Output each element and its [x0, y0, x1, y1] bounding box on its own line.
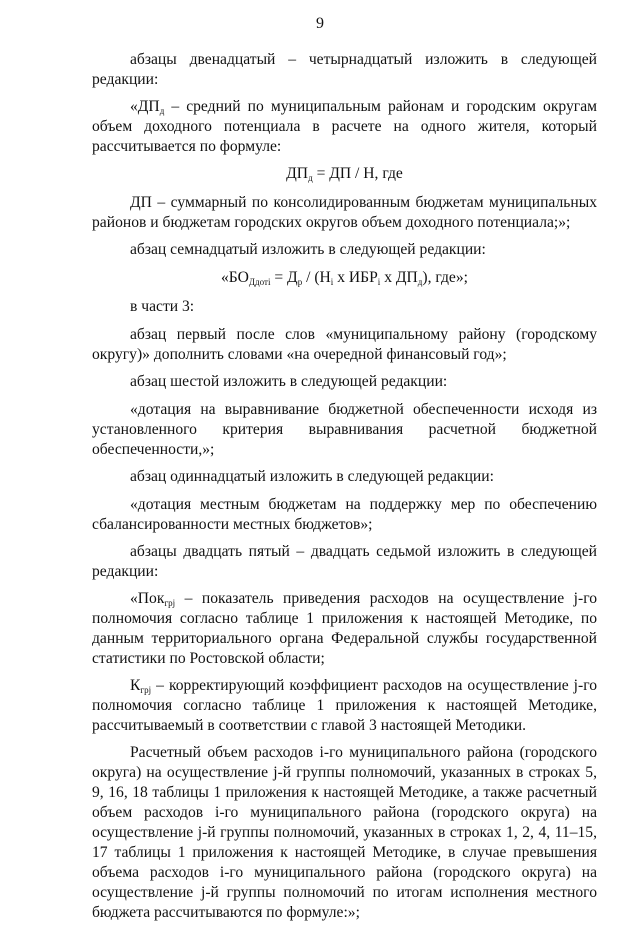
- formula-dpd: [92, 164, 597, 184]
- paragraph-dp-definition: ДП – суммарный по консолидированным бюджетам муниципальных районов и бюджетам городских округов объем доходного потенциала;»;: [92, 194, 597, 231]
- document-body: [92, 50, 597, 930]
- formula-bo-lhs: «БО: [221, 269, 249, 286]
- paragraph-dotation-equalization: «дотация на выравнивание бюджетной обеспеченности исходя из установленного критерия выравнивания расчетной бюджетной обеспеченности,»;: [92, 401, 597, 458]
- paragraph-dotation-balance: «дотация местным бюджетам на поддержку мер по обеспечению сбалансированности местных бюджетов»;: [92, 496, 597, 533]
- dpd-subscript: д: [159, 106, 165, 116]
- k-subscript: грj: [140, 685, 152, 695]
- paragraph-amend-11: абзац одиннадцатый изложить в следующей редакции:: [130, 468, 494, 485]
- formula-bo-sub-r: р: [297, 277, 303, 287]
- paragraph-amend-6: абзац шестой изложить в следующей редакции:: [130, 373, 448, 390]
- pok-symbol: «Пок: [130, 590, 165, 607]
- paragraph-pok-definition: [92, 589, 597, 669]
- dpd-definition-text: – средний по муниципальным районам и городским округам объем доходного потенциала в расчете на одного жителя, который рассчитывается по формуле:: [92, 98, 597, 155]
- formula-bo-part-f: ), где»;: [422, 269, 468, 286]
- formula-bo-sub-d: д: [417, 277, 423, 287]
- paragraph-amend-12-14: абзацы двенадцатый – четырнадцатый изложить в следующей редакции:: [92, 51, 597, 88]
- formula-dpd-rhs: = ДП / Н, где: [312, 165, 403, 182]
- paragraph-amend-first: абзац первый после слов «муниципальному району (городскому округу)» дополнить словами «на очередной финансовый год»;: [92, 326, 597, 363]
- paragraph-expense-calculation: Расчетный объем расходов i-го муниципального района (городского округа) на осуществление j-й группы полномочий, указанных в строках 5, 9, 16, 18 таблицы 1 приложения к настоящей Методике, а также расчетный объем расходов i-го муниципального района (городского округа) на осуществление j-й группы полномочий, указанных в строках 1, 2, 4, 11–15, 17 таблицы 1 приложения к настоящей Методике, в случае превышения объема расходов i-го муниципального района (городского округа) на осуществление j-й группы полномочий по итогам исполнения местного бюджета рассчитываются по формуле:»;: [92, 744, 597, 921]
- paragraph-dpd-definition: [92, 97, 597, 157]
- formula-bo-sub-i1: i: [330, 277, 334, 287]
- pok-definition-text: – показатель приведения расходов на осуществление j-го полномочия согласно таблице 1 приложения к настоящей Методике, по данным территориального органа Федеральной службы государственной статистики по Ростовской области;: [92, 590, 597, 667]
- paragraph-part-3: в части 3:: [130, 298, 195, 315]
- formula-dpd-lhs: ДП: [286, 165, 309, 182]
- k-symbol: К: [130, 677, 141, 694]
- formula-bo-part-e: х ДП: [380, 269, 418, 286]
- formula-bo-sub-i2: i: [377, 277, 381, 287]
- paragraph-amend-25-27: абзацы двадцать пятый – двадцать седьмой изложить в следующей редакции:: [92, 543, 597, 580]
- page-number: 9: [316, 15, 324, 32]
- formula-bo: [92, 268, 597, 288]
- paragraph-amend-17: абзац семнадцатый изложить в следующей редакции:: [130, 241, 486, 258]
- dpd-symbol: «ДП: [130, 98, 160, 115]
- formula-dpd-subscript: д: [308, 173, 313, 183]
- formula-bo-part-d: х ИБР: [333, 269, 378, 286]
- formula-bo-sub-ddot: Ддотi: [248, 277, 271, 287]
- paragraph-k-definition: [92, 676, 597, 736]
- k-definition-text: – корректирующий коэффициент расходов на осуществление j-го полномочия согласно таблице 1 приложения к настоящей Методике, рассчитываемый в соответствии с главой 3 настоящей Методики.: [92, 677, 597, 734]
- formula-bo-part-c: / (Н: [302, 269, 331, 286]
- formula-bo-part-b: = Д: [270, 269, 298, 286]
- pok-subscript: грj: [164, 598, 176, 608]
